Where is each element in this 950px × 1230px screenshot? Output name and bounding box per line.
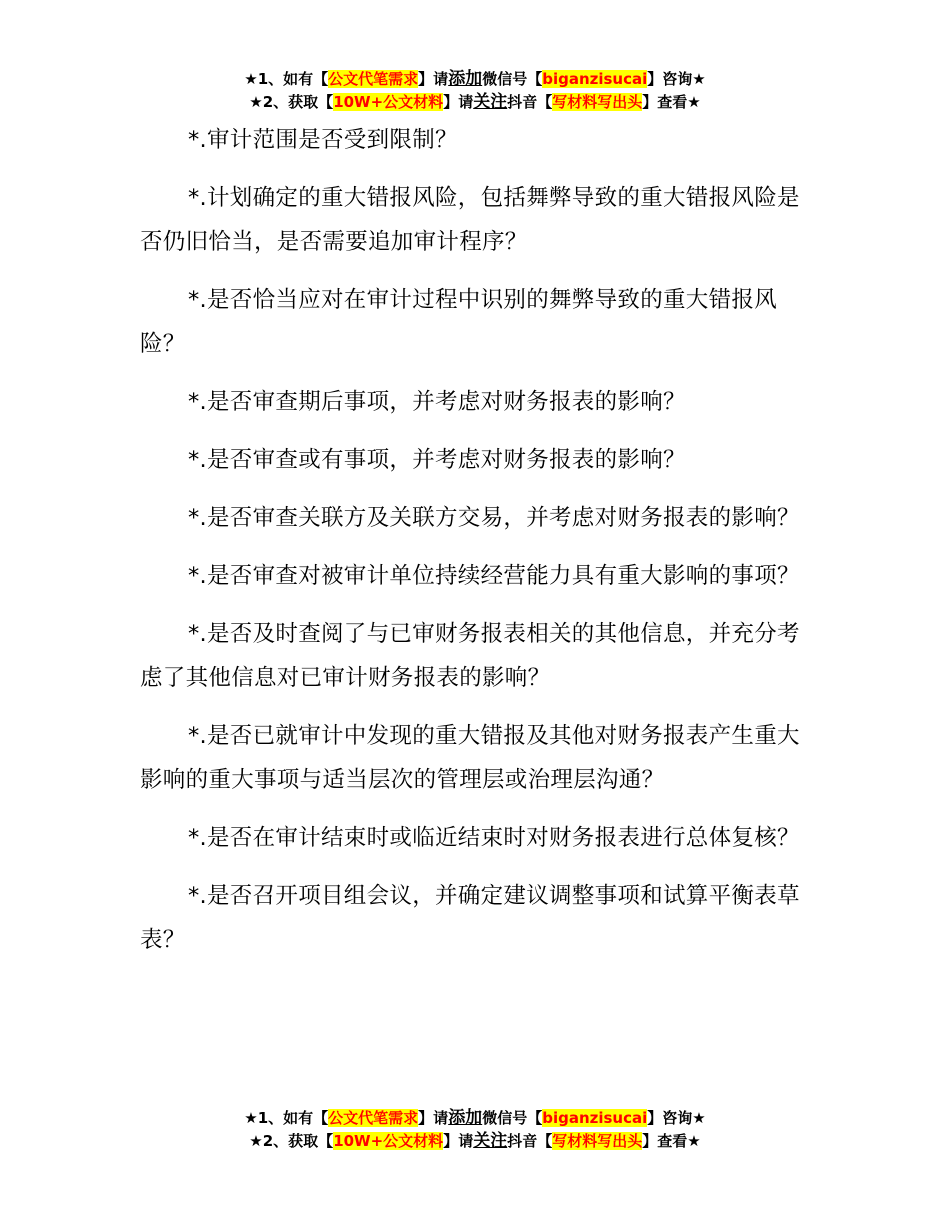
footer-banner-line-1 <box>0 1107 950 1130</box>
banner-text: 】咨询★ <box>647 1109 706 1127</box>
underlined-text: 关注 <box>473 1131 508 1151</box>
checklist-item: *.是否及时查阅了与已审财务报表相关的其他信息，并充分考虑了其他信息对已审计财务报表的影响？ <box>140 621 800 691</box>
banner-text: 抖音【 <box>507 1132 553 1150</box>
checklist-item: *.审计范围是否受到限制？ <box>188 127 458 153</box>
douyin-account: 写材料写出头 <box>552 93 643 111</box>
wechat-id: biganzisucai <box>542 1109 648 1127</box>
banner-text: 】请 <box>418 1109 449 1127</box>
banner-text: 】查看★ <box>642 93 701 111</box>
underlined-text: 添加 <box>448 69 483 89</box>
checklist-item: *.是否审查对被审计单位持续经营能力具有重大影响的事项？ <box>188 563 800 589</box>
banner-text: ★2、获取【 <box>249 93 334 111</box>
highlighted-text: 10W+公文材料 <box>333 93 444 111</box>
checklist-item: *.是否审查期后事项，并考虑对财务报表的影响？ <box>188 389 686 415</box>
banner-text: 】请 <box>443 93 474 111</box>
banner-text: ★2、获取【 <box>249 1132 334 1150</box>
banner-text: 微信号【 <box>482 1109 543 1127</box>
highlighted-text: 公文代笔需求 <box>328 70 419 88</box>
checklist-item: *.是否已就审计中发现的重大错报及其他对财务报表产生重大影响的重大事项与适当层次的管理层或治理层沟通？ <box>140 723 800 793</box>
header-banner <box>0 68 950 114</box>
banner-text: 】咨询★ <box>647 70 706 88</box>
checklist-item: *.是否审查或有事项，并考虑对财务报表的影响？ <box>188 447 686 473</box>
banner-text: 】请 <box>418 70 449 88</box>
checklist-item: *.是否在审计结束时或临近结束时对财务报表进行总体复核？ <box>188 825 800 851</box>
header-banner-line-1 <box>0 68 950 91</box>
checklist-item: *.是否恰当应对在审计过程中识别的舞弊导致的重大错报风险？ <box>140 287 778 357</box>
highlighted-text: 10W+公文材料 <box>333 1132 444 1150</box>
footer-banner <box>0 1107 950 1153</box>
banner-text: ★1、如有【 <box>244 1109 329 1127</box>
underlined-text: 关注 <box>473 92 508 112</box>
douyin-account: 写材料写出头 <box>552 1132 643 1150</box>
checklist-item: *.是否审查关联方及关联方交易，并考虑对财务报表的影响？ <box>188 505 800 531</box>
checklist-item: *.计划确定的重大错报风险，包括舞弊导致的重大错报风险是否仍旧恰当，是否需要追加审计程序？ <box>140 185 800 255</box>
wechat-id: biganzisucai <box>542 70 648 88</box>
checklist-item: *.是否召开项目组会议，并确定建议调整事项和试算平衡表草表？ <box>140 883 800 953</box>
underlined-text: 添加 <box>448 1108 483 1128</box>
banner-text: 微信号【 <box>482 70 543 88</box>
banner-text: 】查看★ <box>642 1132 701 1150</box>
banner-text: ★1、如有【 <box>244 70 329 88</box>
header-banner-line-2 <box>0 91 950 114</box>
footer-banner-line-2 <box>0 1130 950 1153</box>
highlighted-text: 公文代笔需求 <box>328 1109 419 1127</box>
banner-text: 抖音【 <box>507 93 553 111</box>
banner-text: 】请 <box>443 1132 474 1150</box>
document-body <box>140 118 812 976</box>
